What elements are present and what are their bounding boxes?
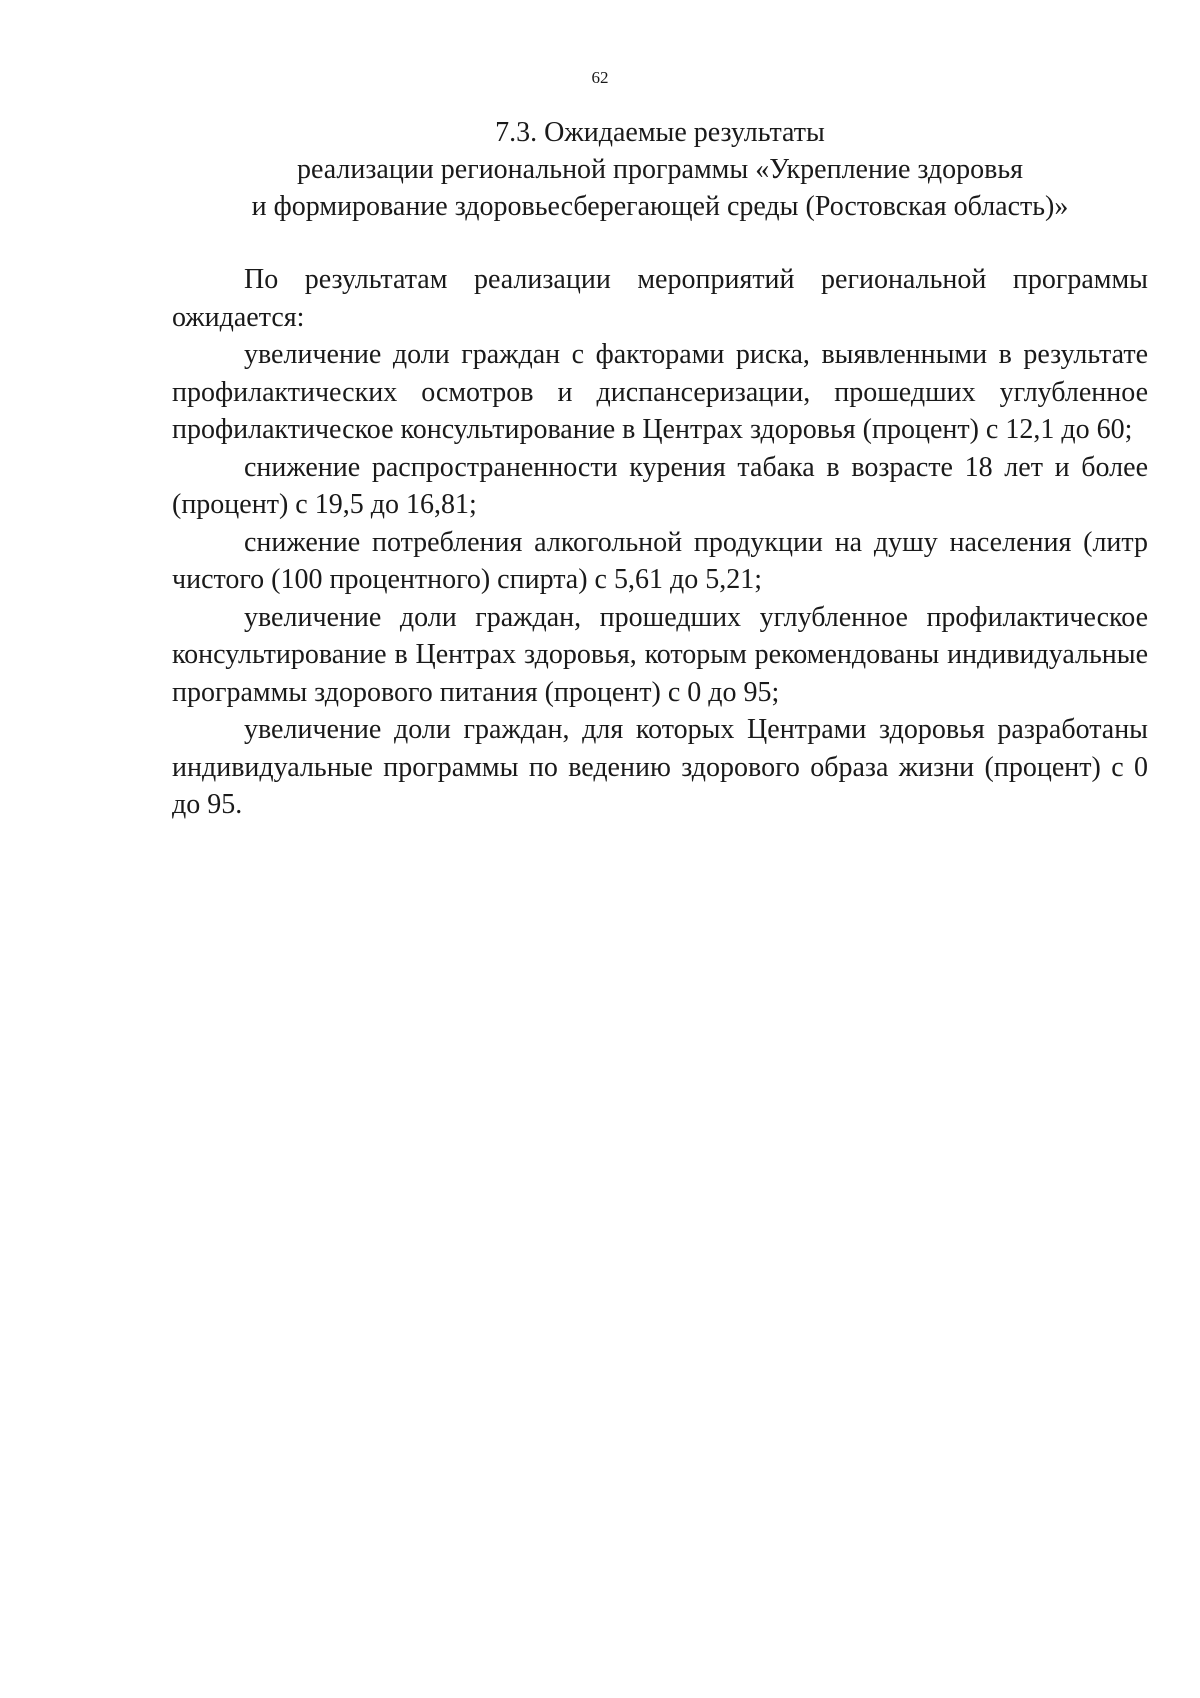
section-title [172,114,1148,225]
section-title-line-1: 7.3. Ожидаемые результаты [495,117,825,148]
result-item-paragraph: снижение распространенности курения табака в возрасте 18 лет и более (процент) с 19,5 до 16,81; [172,451,1148,520]
result-item-paragraph: увеличение доли граждан с факторами риска, выявленными в результате профилактических осмотров и диспансеризации, прошедших углубленное профилактическое консультирование в Центрах здоровья (процент) с 12,1 до 60; [172,339,1148,445]
section-title-line-2: реализации региональной программы «Укрепление здоровья [296,154,1024,185]
result-item-paragraph: снижение потребления алкогольной продукции на душу населения (литр чистого (100 процентного) спирта) с 5,61 до 5,21; [172,526,1148,595]
page-number: 62 [591,68,609,87]
result-item-paragraph: увеличение доли граждан, прошедших углубленное профилактическое консультирование в Центрах здоровья, которым рекомендованы индивидуальные программы здорового питания (процент) с 0 до 95; [172,601,1148,708]
body-text [172,261,1148,824]
section-title-line-3: и формирование здоровьесберегающей среды (Ростовская область)» [251,191,1069,222]
result-item-paragraph: увеличение доли граждан, для которых Центрами здоровья разработаны индивидуальные программы по ведению здорового образа жизни (процент) с 0 до 95. [172,714,1148,820]
intro-paragraph: По результатам реализации мероприятий региональной программы ожидается: [172,264,1148,333]
